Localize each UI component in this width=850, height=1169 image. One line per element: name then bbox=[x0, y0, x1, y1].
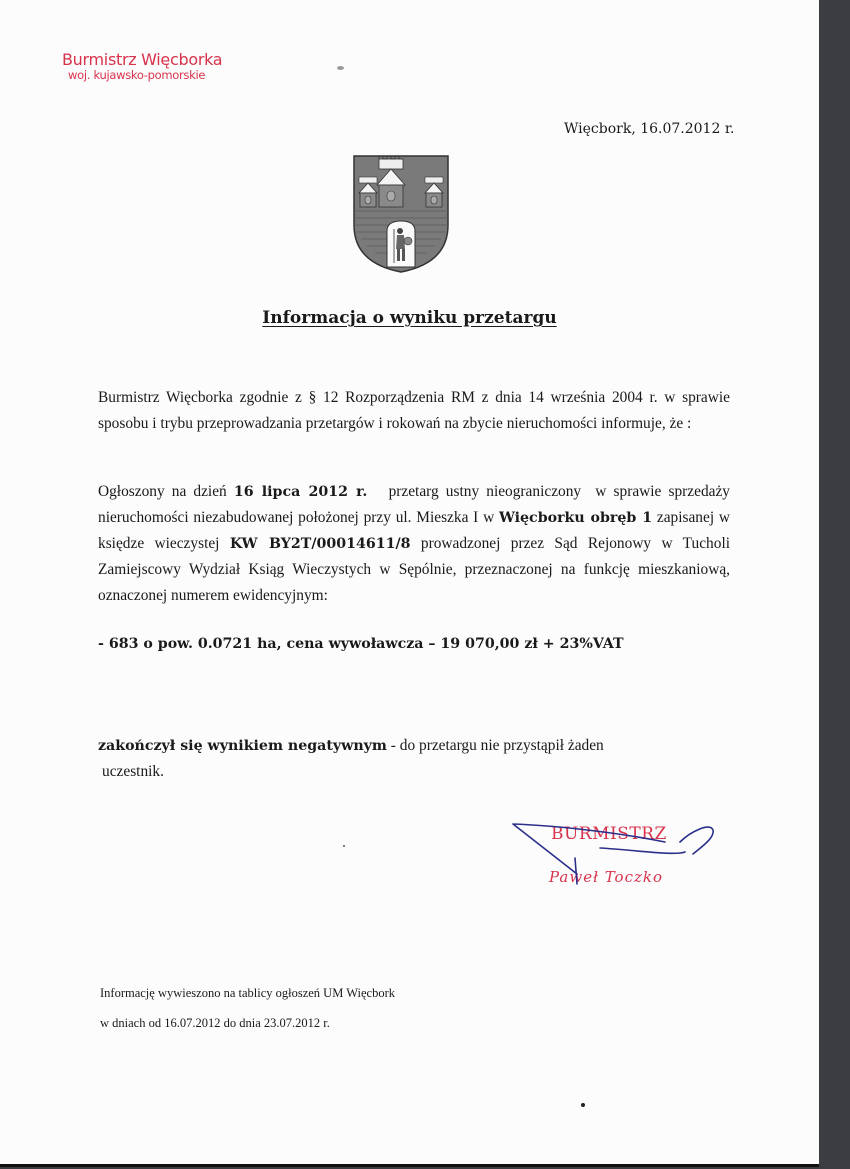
text: zapisanej w księdze wieczystej bbox=[98, 509, 730, 552]
parcel-line: - 683 o pow. 0.0721 ha, cena wywoławcza – 19 070,00 zł + 23%VAT bbox=[98, 636, 624, 652]
intro-paragraph: Burmistrz Więcborka zgodnie z § 12 Rozporządzenia RM z dnia 14 września 2004 r. w sprawie sposobu i trybu przeprowadzania przetargów i rokowań na zbycie nieruchomości informuje, że : bbox=[98, 389, 730, 432]
stamp-line-2: woj. kujawsko-pomorskie bbox=[68, 68, 206, 82]
result-status: zakończył się wynikiem negatywnym bbox=[98, 738, 387, 754]
scanner-background bbox=[819, 0, 850, 1169]
text: uczestnik. bbox=[102, 763, 164, 780]
text: przetarg ustny nieograniczony w sprawie sprzedaży nieruchomości niezabudowanej położonej przy ul. Mieszka I w bbox=[98, 483, 734, 526]
location: Więcborku obręb 1 bbox=[498, 510, 653, 526]
scan-speck bbox=[337, 66, 344, 70]
text: - do przetargu nie przystąpił żaden bbox=[386, 737, 604, 754]
title-text: Informacja o wyniku przetargu bbox=[262, 308, 557, 328]
signature-name-stamp: Paweł Toczko bbox=[549, 868, 664, 886]
coat-of-arms-icon bbox=[353, 155, 449, 273]
scan-speck bbox=[343, 845, 345, 847]
text: Ogłoszony na dzień bbox=[98, 483, 234, 500]
posting-info-line-1: Informację wywieszono na tablicy ogłoszeń UM Więcbork bbox=[100, 986, 396, 1000]
document-title bbox=[0, 308, 819, 328]
posting-info-line-2: w dniach od 16.07.2012 do dnia 23.07.2012 r. bbox=[100, 1016, 330, 1030]
stamp-line-1: Burmistrz Więcborka bbox=[62, 50, 223, 69]
result-paragraph bbox=[98, 733, 730, 785]
document-date: Więcbork, 16.07.2012 r. bbox=[564, 121, 735, 137]
scan-speck bbox=[581, 1103, 585, 1107]
auction-date: 16 lipca 2012 r. bbox=[233, 484, 368, 500]
signature-block bbox=[505, 812, 725, 902]
handwritten-signature-icon bbox=[505, 812, 725, 902]
office-stamp bbox=[62, 52, 222, 82]
land-register-number: KW BY2T/00014611/8 bbox=[229, 536, 411, 552]
text: prowadzonej przez Sąd Rejonowy w Tucholi Zamiejscowy Wydział Ksiąg Wieczystych w Sępólnie, przeznaczonej na funkcję mieszkaniową, oznaczonej numerem ewidencyjnym: bbox=[98, 535, 731, 604]
signature-title-stamp: BURMISTRZ bbox=[551, 824, 667, 844]
page-edge bbox=[0, 1164, 819, 1167]
announcement-paragraph bbox=[98, 479, 734, 609]
